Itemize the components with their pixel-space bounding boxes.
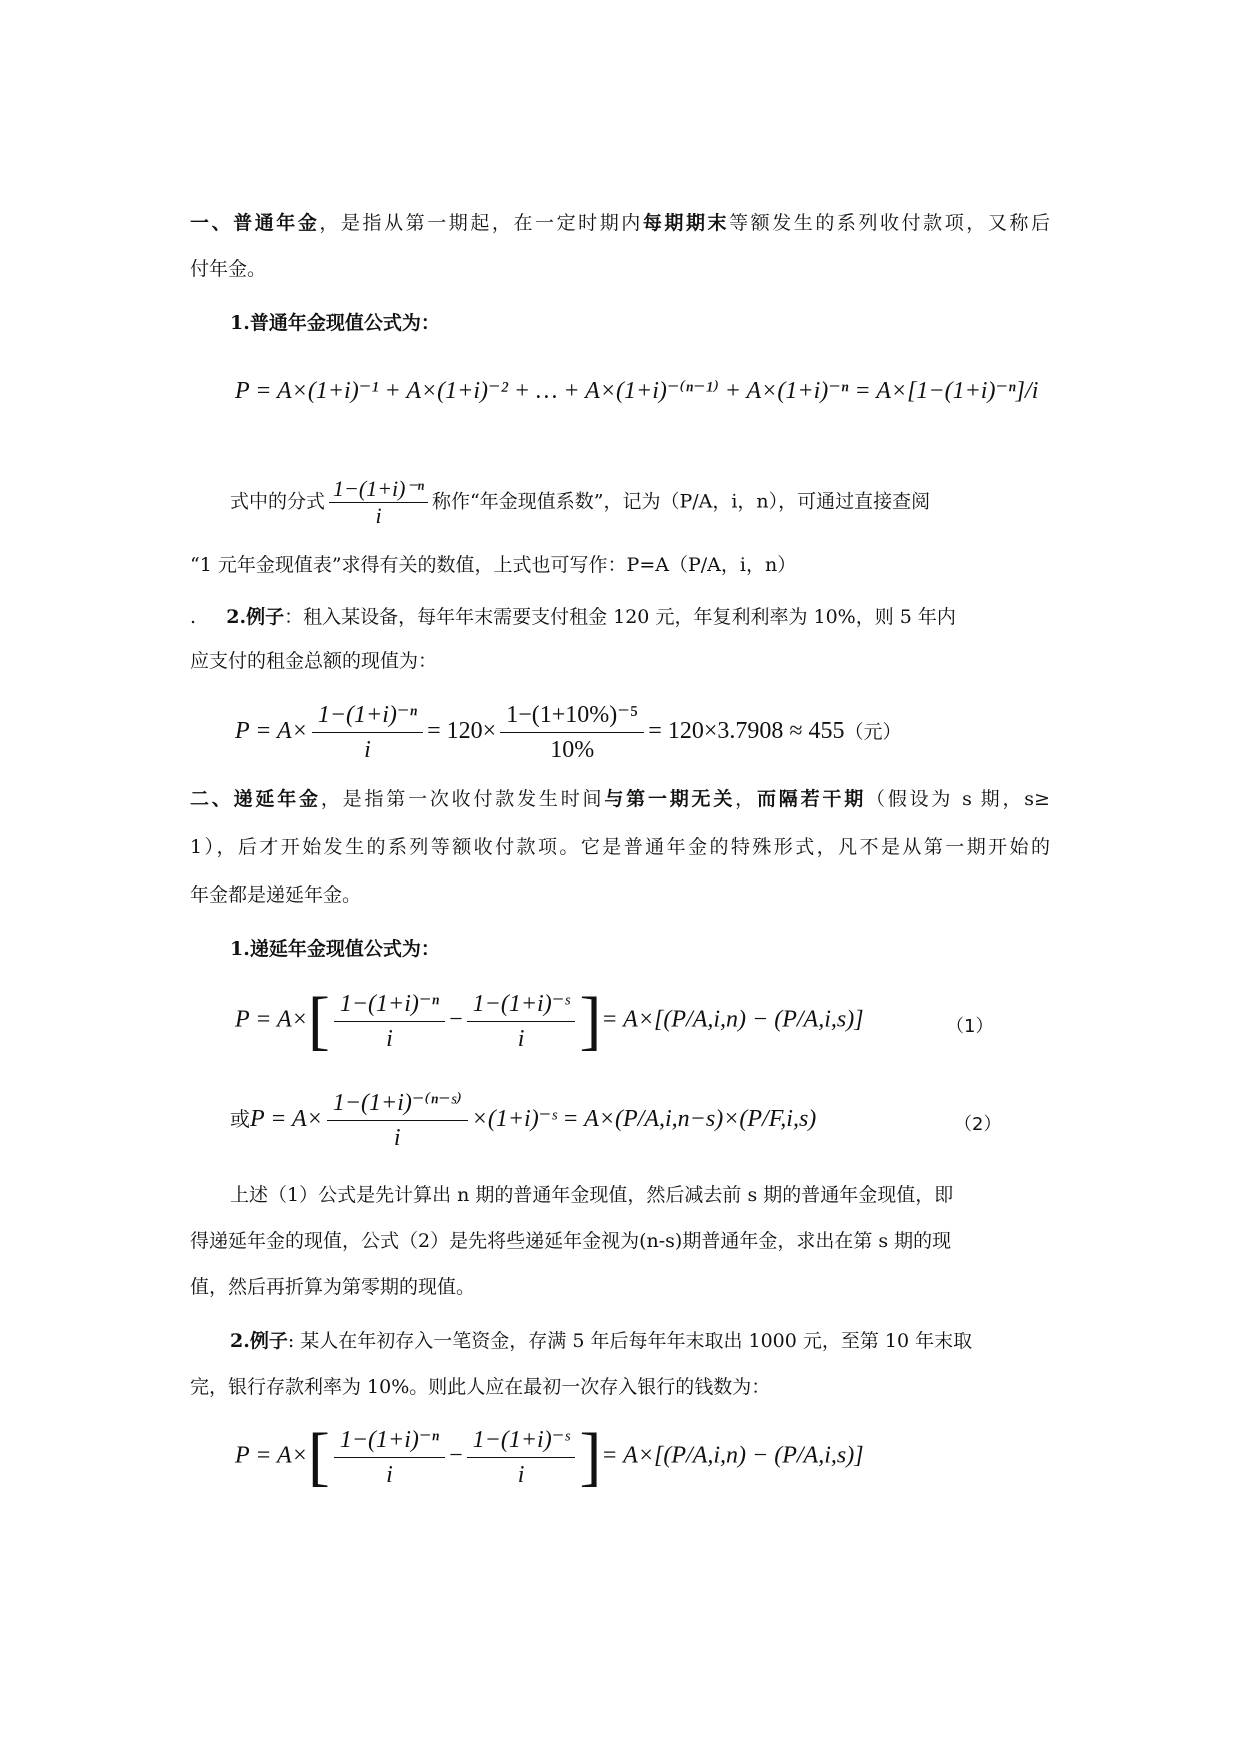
formula-example-pv [235,700,902,765]
formula-mid: = 120× [427,718,497,745]
sec2-para-line1: 上述（1）公式是先计算出 n 期的普通年金现值，然后减去前 s 期的普通年金现值，即 [230,1184,954,1206]
fraction-denominator: i [517,1461,525,1488]
sec1-line2: 付年金。 [190,258,267,280]
sec1-example-line2: 应支付的租金总额的现值为： [190,650,438,672]
formula-lhs: P = A× [250,1106,323,1133]
fraction-denominator: i [386,1025,393,1052]
sec1-text-a: ，是指从第一期起，在一定时期内 [319,212,643,234]
fraction-denominator: i [393,1125,401,1151]
para-text: 式中的分式 [230,490,326,513]
fraction-denominator: i [364,737,371,763]
fraction-numerator: 1−(1+i)⁻⁽ⁿ⁻ˢ⁾ [327,1088,468,1121]
sec2-line3: 年金都是递延年金。 [190,884,362,906]
sec2-bold-term1: 与第一期无关 [604,788,736,810]
fraction [327,1088,468,1153]
sec1-bold-term: 每期期末 [642,212,730,234]
equation-number-2: （2） [954,1114,1002,1135]
formula-lhs: P = A× [235,1006,308,1033]
minus-sign: − [449,1442,463,1469]
fraction-denominator: i [375,503,382,528]
left-bracket: [ [307,984,330,1057]
sec2-heading: 二、递延年金 [190,788,321,810]
fraction [467,1425,576,1490]
sec1-heading: 一、普通年金 [190,212,320,234]
sec1-example-line1 [190,604,1050,630]
formula-rhs: ×(1+i)⁻ˢ = A×(P/A,i,n−s)×(P/F,i,s) [471,1106,817,1133]
stray-dot: . [190,606,197,628]
minus-sign: − [449,1006,463,1033]
sec1-para-line1 [230,476,1050,529]
sec1-text-c: 等额发生的系列收付款项，又称后 [729,212,1050,234]
or-label: 或 [230,1107,250,1132]
formula-lhs: P = A× [235,1442,308,1469]
fraction-denominator: 10% [550,737,595,763]
fraction-numerator: 1−(1+i)⁻ⁿ [312,700,423,733]
formula-deferred-annuity-2 [230,1088,816,1153]
fraction-denominator: i [386,1461,393,1488]
sec2-text-c: ， [735,788,757,810]
formula-rhs: = A×[(P/A,i,n) − (P/A,i,s)] [601,1442,864,1469]
sec1-line1 [190,210,1050,236]
sec2-example-line2: 完，银行存款利率为 10%。则此人应在最初一次存入银行的钱数为： [190,1376,771,1398]
right-bracket: ] [579,1420,602,1493]
fraction [334,1425,445,1490]
right-bracket: ] [579,984,602,1057]
example-text: : 某人在年初存入一笔资金，存满 5 年后每年年末取出 1000 元，至第 10 年末取 [287,1330,973,1352]
sec2-text-a: ，是指第一次收付款发生时间 [320,788,605,810]
sec2-bold-term2: 而隔若干期 [756,788,867,810]
fraction-numerator: 1−(1+i)⁻ⁿ [329,476,428,503]
para-text: 称作“年金现值系数”，记为（P/A，i，n），可通过直接查阅 [432,490,931,513]
sec1-subheading-formula: 1.普通年金现值公式为： [230,312,440,334]
formula-lhs: P = A× [235,718,308,745]
sec2-subheading-formula: 1.递延年金现值公式为： [230,938,440,960]
sec2-line2: 1），后才开始发生的系列等额收付款项。它是普通年金的特殊形式，凡不是从第一期开始的 [190,836,1050,858]
equation-number-1: （1） [946,1016,994,1037]
sec2-text-e: （假设为 s 期，s≥ [866,788,1050,810]
left-bracket: [ [307,1420,330,1493]
example-text: ：租入某设备，每年年末需要支付租金 120 元，年复利利率为 10%，则 5 年内 [284,606,956,628]
formula-example-deferred [235,1420,864,1493]
formula-rhs: = A×[(P/A,i,n) − (P/A,i,s)] [601,1006,864,1033]
sec2-para-line3: 值，然后再折算为第零期的现值。 [190,1276,476,1298]
fraction-numerator: 1−(1+10%)⁻⁵ [500,700,644,733]
formula-result: = 120×3.7908 ≈ 455 [648,718,845,745]
fraction [500,700,644,765]
fraction-numerator: 1−(1+i)⁻ⁿ [334,1425,445,1458]
fraction-numerator: 1−(1+i)⁻ⁿ [334,989,445,1022]
example-label: 2.例子 [230,1330,288,1352]
fraction-numerator: 1−(1+i)⁻ˢ [467,989,576,1022]
formula-deferred-annuity-1 [235,984,864,1057]
formula-unit: （元） [844,721,902,744]
fraction [334,989,445,1054]
sec2-line1 [190,786,1050,812]
example-label: 2.例子 [226,606,285,628]
fraction-denominator: i [517,1025,525,1052]
inline-fraction [329,476,428,529]
fraction [312,700,423,765]
sec2-example-line1 [230,1328,1050,1354]
formula-ordinary-annuity-pv: P = A×(1+i)⁻¹ + A×(1+i)⁻² + … + A×(1+i)⁻⁽ⁿ⁻¹⁾ + A×(1+i)⁻ⁿ = A×[1−(1+i)⁻ⁿ]/i [235,378,1039,404]
fraction [467,989,576,1054]
fraction-numerator: 1−(1+i)⁻ˢ [467,1425,576,1458]
sec1-para-line2: “1 元年金现值表”求得有关的数值，上式也可写作：P=A（P/A，i，n） [190,554,797,576]
sec2-para-line2: 得递延年金的现值，公式（2）是先将些递延年金视为(n-s)期普通年金，求出在第 s 期的现 [190,1230,952,1252]
